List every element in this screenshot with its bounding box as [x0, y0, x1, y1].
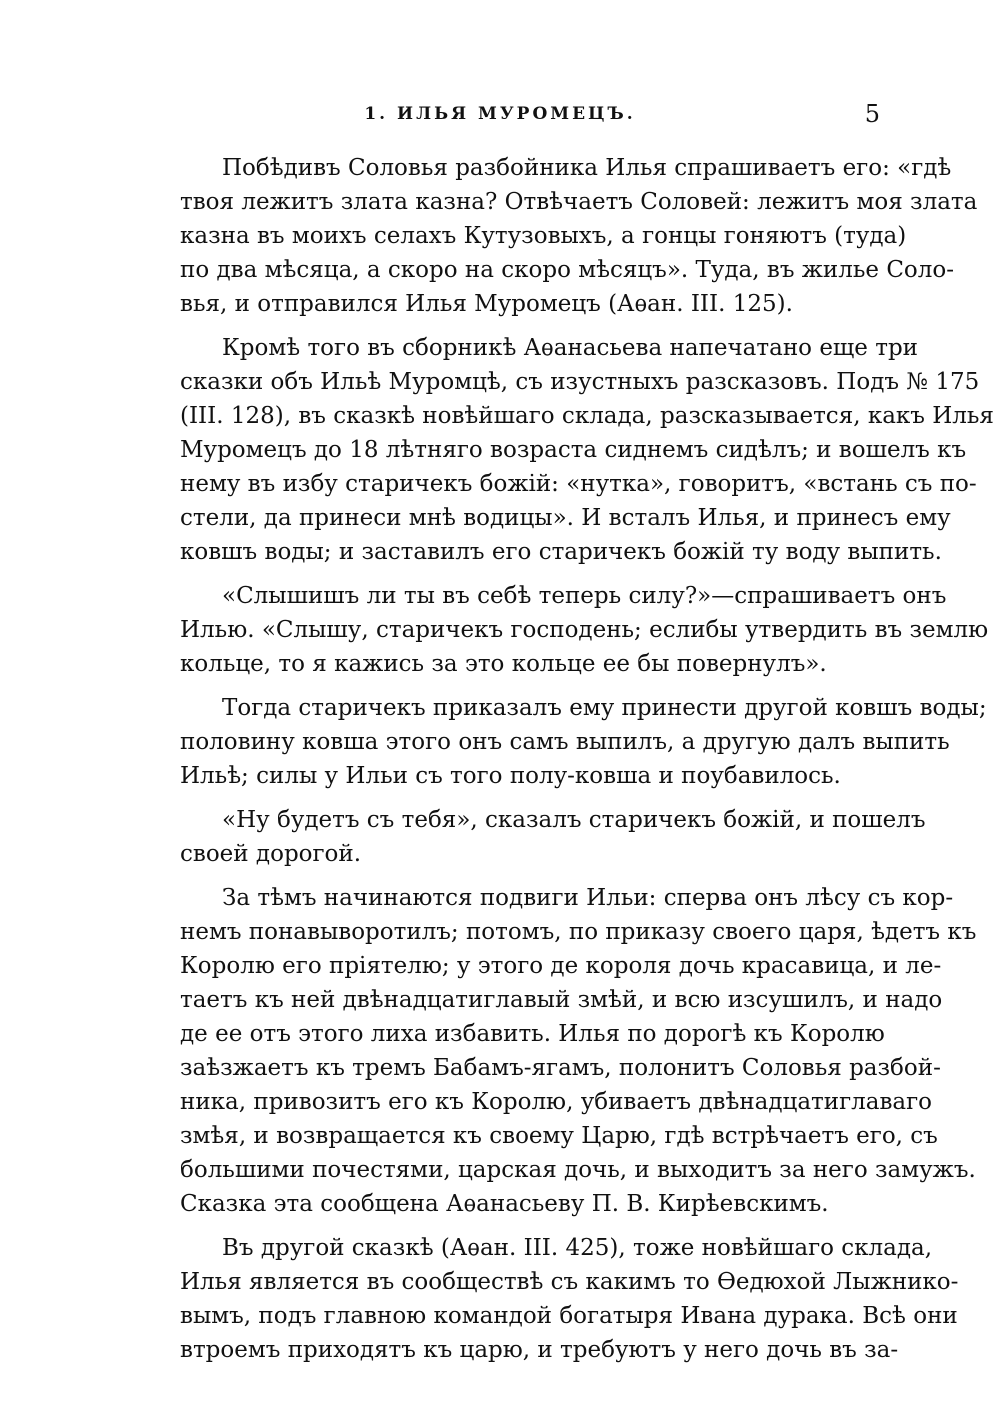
text-line: нему въ избу старичекъ божій: «нутка», говоритъ, «встань съ по-	[180, 471, 977, 497]
text-line: Муромецъ до 18 лѣтняго возраста сиднемъ сидѣлъ; и вошелъ къ	[180, 437, 967, 463]
text-line: Побѣдивъ Соловья разбойника Илья спрашиваетъ его: «гдѣ	[222, 155, 952, 181]
text-line: ковшъ воды; и заставилъ его старичекъ божій ту воду выпить.	[180, 539, 942, 565]
text-line: Кромѣ того въ сборникѣ Аѳанасьева напечатано еще три	[222, 335, 919, 361]
body-text	[180, 151, 994, 1367]
text-line: де ее отъ этого лиха избавить. Илья по дорогѣ къ Королю	[180, 1021, 885, 1047]
text-line: половину ковша этого онъ самъ выпилъ, а другую далъ выпить	[180, 729, 950, 755]
text-line: (III. 128), въ сказкѣ новѣйшаго склада, разсказывается, какъ Илья	[180, 403, 994, 429]
text-line: «Ну будетъ съ тебя», сказалъ старичекъ божій, и пошелъ	[222, 807, 926, 833]
text-line: немъ понавыворотилъ; потомъ, по приказу своего царя, ѣдетъ къ	[180, 919, 977, 945]
text-line: сказки объ Ильѣ Муромцѣ, съ изустныхъ разсказовъ. Подъ № 175	[180, 369, 980, 395]
text-line: по два мѣсяца, а скоро на скоро мѣсяцъ». Туда, въ жилье Соло-	[180, 257, 954, 283]
text-line: кольце, то я кажись за это кольце ее бы повернулъ».	[180, 651, 827, 677]
text-line: Королю его пріятелю; у этого де короля дочь красавица, и ле-	[180, 953, 942, 979]
text-line: вымъ, подъ главною командой богатыря Ивана дурака. Всѣ они	[180, 1303, 958, 1329]
text-line: Сказка эта сообщена Аѳанасьеву П. В. Кирѣевскимъ.	[180, 1191, 829, 1217]
text-line: змѣя, и возвращается къ своему Царю, гдѣ встрѣчаетъ его, съ	[180, 1123, 938, 1149]
text-line: своей дорогой.	[180, 841, 362, 867]
text-line: вья, и отправился Илья Муромецъ (Аѳан. III. 125).	[180, 291, 793, 317]
text-line: казна въ моихъ селахъ Кутузовыхъ, а гонцы гоняютъ (туда)	[180, 223, 907, 249]
text-line: Въ другой сказкѣ (Аѳан. III. 425), тоже новѣйшаго склада,	[222, 1235, 933, 1261]
page-number: 5	[864, 100, 880, 128]
text-line: втроемъ приходятъ къ царю, и требуютъ у него дочь въ за-	[180, 1337, 899, 1363]
text-line: Илья является въ сообществѣ съ какимъ то Ѳедюхой Лыжнико-	[180, 1269, 959, 1295]
text-line: стели, да принеси мнѣ водицы». И всталъ Илья, и принесъ ему	[180, 505, 951, 531]
text-line: твоя лежитъ злата казна? Отвѣчаетъ Соловей: лежитъ моя злата	[180, 189, 978, 215]
text-line: большими почестями, царская дочь, и выходитъ за него замужъ.	[180, 1157, 976, 1183]
text-line: ника, привозитъ его къ Королю, убиваетъ двѣнадцатиглаваго	[180, 1089, 933, 1115]
text-line: заѣзжаетъ къ тремъ Бабамъ-ягамъ, полонитъ Соловья разбой-	[180, 1055, 941, 1081]
text-line: Тогда старичекъ приказалъ ему принести другой ковшъ воды;	[222, 695, 987, 721]
text-line: «Слышишъ ли ты въ себѣ теперь силу?»—спрашиваетъ онъ	[222, 583, 947, 609]
text-line: таетъ къ ней двѣнадцатиглавый змѣй, и всю изсушилъ, и надо	[180, 987, 943, 1013]
text-line: За тѣмъ начинаются подвиги Ильи: сперва онъ лѣсу съ кор-	[222, 885, 954, 911]
text-line: Илью. «Слышу, старичекъ господень; еслибы утвердить въ землю	[180, 617, 989, 643]
text-line: Ильѣ; силы у Ильи съ того полу-ковша и поубавилось.	[180, 763, 841, 789]
running-header	[180, 100, 880, 130]
running-title: 1. ИЛЬЯ МУРОМЕЦЪ.	[364, 104, 636, 124]
